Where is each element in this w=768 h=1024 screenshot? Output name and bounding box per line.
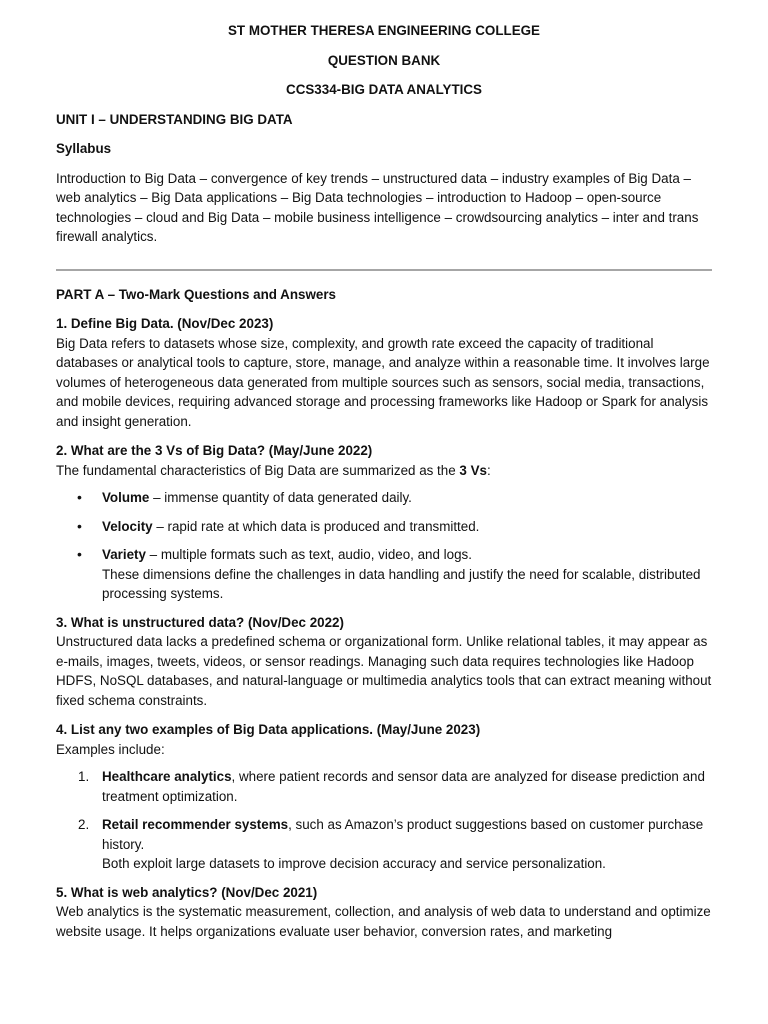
college-name: ST MOTHER THERESA ENGINEERING COLLEGE: [228, 23, 540, 38]
list-item-text: – multiple formats such as text, audio, video, and logs.: [145, 547, 472, 562]
question-2-title: 2. What are the 3 Vs of Big Data? (May/June 2022): [56, 443, 373, 458]
list-number: 2.: [78, 817, 90, 832]
unit-title: UNIT I – UNDERSTANDING BIG DATA: [56, 111, 293, 127]
question-3-title: 3. What is unstructured data? (Nov/Dec 2022): [56, 614, 344, 630]
list-item-text: – immense quantity of data generated daily.: [149, 490, 412, 505]
question-2-intro-text: The fundamental characteristics of Big Data are summarized as the: [56, 462, 460, 478]
list-item: [56, 517, 712, 537]
question-3: [56, 613, 712, 711]
document-type: QUESTION BANK: [327, 52, 441, 68]
bullet-icon: •: [77, 546, 82, 562]
list-item-term: Velocity: [102, 518, 153, 534]
question-2: [56, 441, 712, 604]
syllabus-text: Introduction to Big Data – convergence of key trends – unstructured data – industry examples of Big Data – web analytics – Big Data applications – Big Data technologies – introduction to Hadoop – open-source technologies – cloud and Big Data – mobile business intelligence – crowdsourcing analytics – inter and trans firewall analytics.: [56, 170, 699, 244]
list-item: [56, 767, 712, 806]
question-1-title: 1. Define Big Data. (Nov/Dec 2023): [56, 316, 274, 331]
list-item-term: Volume: [102, 490, 150, 505]
question-3-answer: Unstructured data lacks a predefined schema or organizational form. Unlike relational tables, it may appear as e-mails, images, tweets, videos, or sensor readings. Managing such data requires technologies like Hadoop HDFS, NoSQL databases, and natural-language or multimedia analytics tools that can extract meaning without fixed schema constraints.: [56, 634, 712, 708]
list-item: [56, 815, 712, 874]
question-1-answer: Big Data refers to datasets whose size, complexity, and growth rate exceed the capacity of traditional databases or analytical tools to capture, store, manage, and analyze within a reasonable time. It involves large volumes of heterogeneous data generated from multiple sources such as sensors, social media, transactions, and mobile devices, requiring advanced storage and processing frameworks like Hadoop or Spark for analysis and insight generation.: [56, 335, 710, 429]
list-item-term: Healthcare analytics: [102, 769, 232, 784]
question-4-closing: Both exploit large datasets to improve decision accuracy and service personalization.: [102, 856, 606, 871]
three-vs-list: [56, 488, 712, 604]
list-item-term: Variety: [102, 547, 146, 562]
section-divider: [56, 269, 712, 271]
question-5-answer: Web analytics is the systematic measurement, collection, and analysis of web data to understand and optimize website usage. It helps organizations evaluate user behavior, conversion rates, and marketing: [56, 904, 711, 939]
list-number: 1.: [78, 769, 90, 784]
list-item-text: – rapid rate at which data is produced and transmitted.: [152, 518, 480, 534]
question-4-title: 4. List any two examples of Big Data applications. (May/June 2023): [56, 722, 481, 737]
list-item-term: Retail recommender systems: [102, 817, 289, 832]
bullet-icon: •: [77, 489, 82, 505]
question-5: [56, 883, 712, 942]
syllabus-heading: Syllabus: [56, 141, 112, 156]
list-item: [56, 488, 712, 508]
part-a-heading: PART A – Two-Mark Questions and Answers: [56, 286, 337, 302]
applications-list: [56, 767, 712, 874]
question-2-intro-end: :: [486, 462, 491, 478]
list-item: [56, 545, 712, 604]
list-item-text: , such as Amazon’s product suggestions based on customer purchase history.: [102, 817, 704, 852]
question-4: [56, 720, 712, 874]
bullet-icon: •: [77, 517, 82, 534]
question-4-intro: Examples include:: [56, 741, 165, 757]
list-item-text: , where patient records and sensor data are analyzed for disease prediction and treatment optimization.: [102, 769, 705, 804]
question-2-intro-bold: 3 Vs: [459, 462, 487, 478]
course-title: CCS334-BIG DATA ANALYTICS: [286, 82, 482, 97]
question-5-title: 5. What is web analytics? (Nov/Dec 2021): [56, 884, 318, 900]
question-2-intro: [56, 461, 712, 481]
question-2-closing: These dimensions define the challenges in data handling and justify the need for scalable, distributed processing systems.: [102, 566, 701, 601]
question-1: [56, 314, 712, 431]
